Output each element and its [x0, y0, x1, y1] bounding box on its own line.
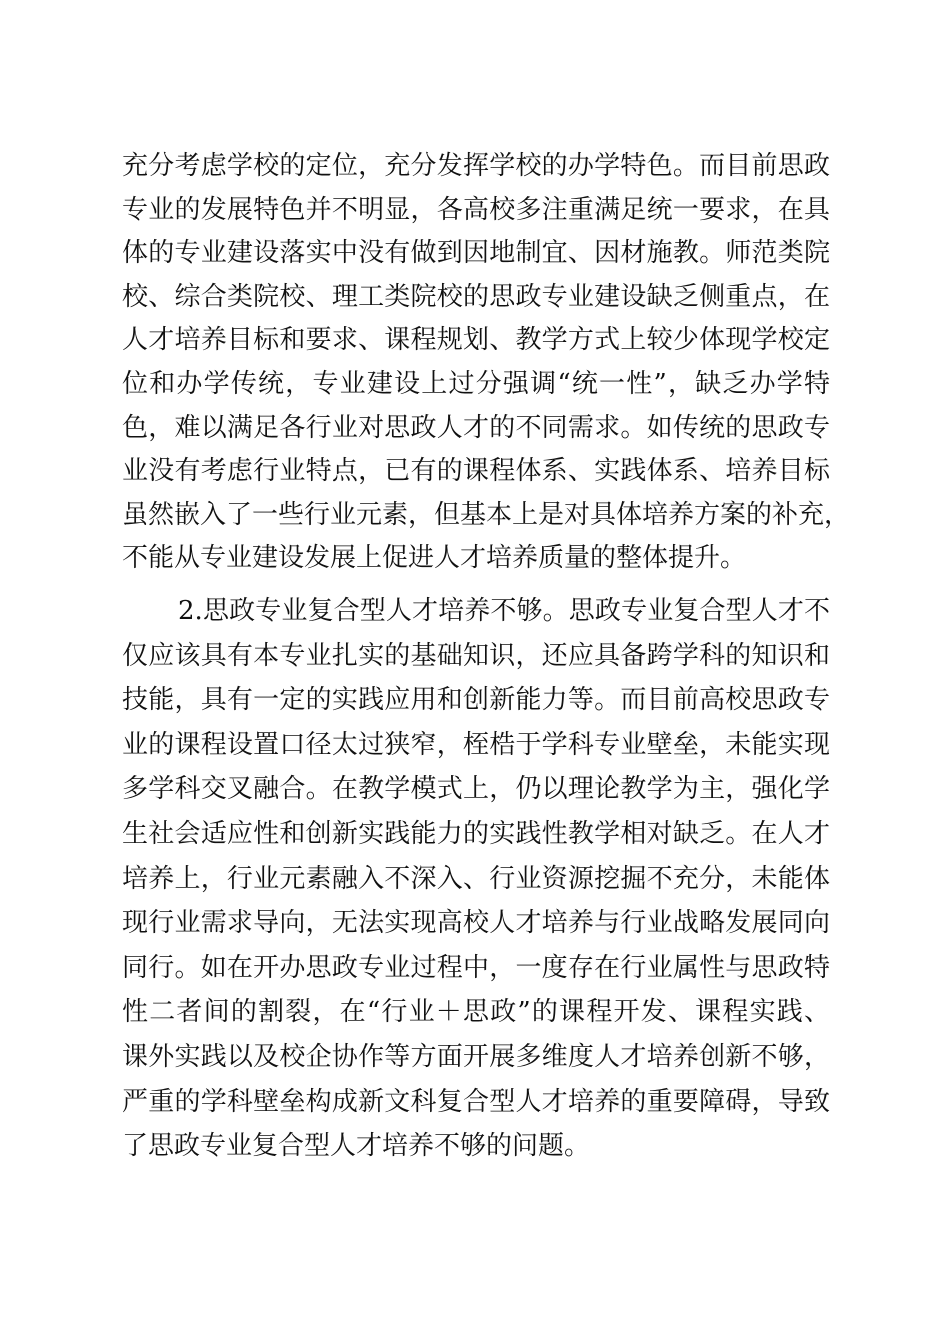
text-line: 校、综合类院校、理工类院校的思政专业建设缺乏侧重点，在 — [122, 281, 830, 312]
text-line: 业的课程设置口径太过狭窄，桎梏于学科专业壁垒，未能实现 — [122, 729, 830, 760]
text-line: 位和办学传统，专业建设上过分强调“统一性”，缺乏办学特 — [122, 368, 830, 399]
text-line: 了思政专业复合型人才培养不够的问题。 — [122, 1131, 591, 1162]
text-line: 色，难以满足各行业对思政人才的不同需求。如传统的思政专 — [122, 412, 830, 443]
text-line: 虽然嵌入了一些行业元素，但基本上是对具体培养方案的补充， — [122, 499, 851, 530]
text-line: 严重的学科壁垒构成新文科复合型人才培养的重要障碍，导致 — [122, 1086, 830, 1117]
paragraph-school-positioning — [122, 145, 851, 581]
text-line: 课外实践以及校企协作等方面开展多维度人才培养创新不够， — [122, 1041, 830, 1072]
text-line: 同行。如在开办思政专业过程中，一度存在行业属性与思政特 — [122, 952, 830, 983]
text-line: 技能，具有一定的实践应用和创新能力等。而目前高校思政专 — [122, 685, 830, 716]
text-line: 培养上，行业元素融入不深入、行业资源挖掘不充分，未能体 — [122, 863, 830, 894]
text-line: 业没有考虑行业特点，已有的课程体系、实践体系、培养目标 — [122, 456, 830, 487]
text-line: 现行业需求导向，无法实现高校人才培养与行业战略发展同向 — [122, 908, 830, 939]
text-line: 生社会适应性和创新实践能力的实践性教学相对缺乏。在人才 — [122, 818, 830, 849]
text-line: 仅应该具有本专业扎实的基础知识，还应具备跨学科的知识和 — [122, 640, 830, 671]
text-line: 专业的发展特色并不明显，各高校多注重满足统一要求，在具 — [122, 194, 830, 225]
text-line: 人才培养目标和要求、课程规划、教学方式上较少体现学校定 — [122, 325, 830, 356]
text-line: 2.思政专业复合型人才培养不够。思政专业复合型人才不 — [178, 596, 830, 626]
text-line: 不能从专业建设发展上促进人才培养质量的整体提升。 — [122, 543, 747, 574]
text-line: 多学科交叉融合。在教学模式上，仍以理论教学为主，强化学 — [122, 774, 830, 805]
paragraph-compound-talent — [122, 589, 830, 1169]
text-line: 充分考虑学校的定位，充分发挥学校的办学特色。而目前思政 — [122, 151, 830, 181]
text-line: 性二者间的割裂，在“行业＋思政”的课程开发、课程实践、 — [122, 997, 830, 1028]
text-line: 体的专业建设落实中没有做到因地制宜、因材施教。师范类院 — [122, 238, 830, 269]
